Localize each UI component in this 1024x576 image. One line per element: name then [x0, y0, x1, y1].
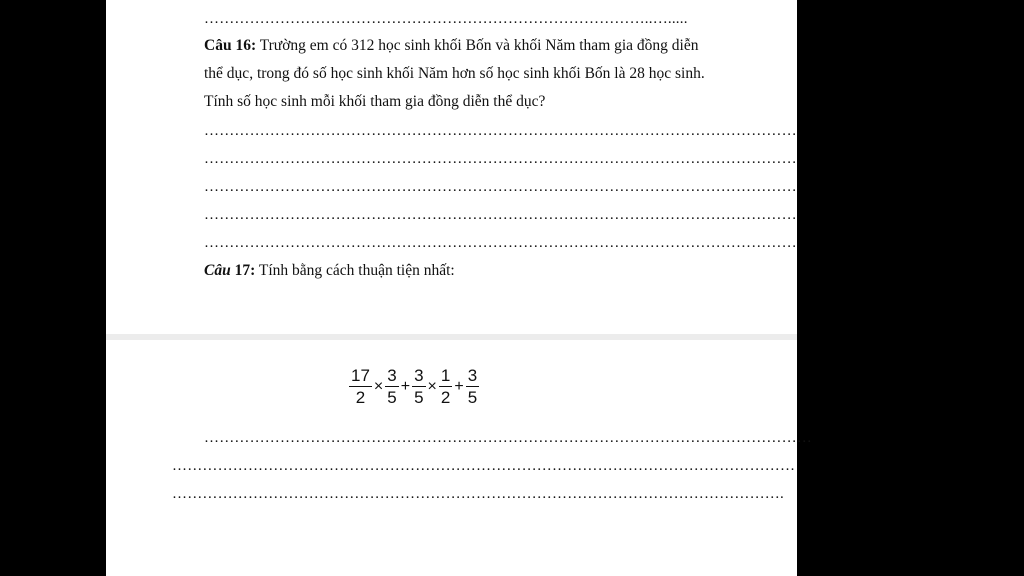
numerator: 17 — [351, 366, 370, 385]
answer-dot-line: ………………………………………………………………………………………………………… — [204, 430, 812, 446]
fraction — [412, 366, 425, 408]
plus-operator: + — [454, 378, 464, 395]
question-16-text-1: Trường em có 312 học sinh khối Bốn và khối Năm tham gia đồng diễn — [256, 37, 699, 54]
numerator: 1 — [440, 366, 451, 385]
question-17-line — [204, 261, 455, 281]
fraction — [439, 366, 452, 408]
denominator: 5 — [467, 388, 478, 407]
fraction — [349, 366, 372, 408]
answer-dot-line: …………………………………………………………………………………………………………… — [172, 458, 796, 474]
question-17-label-word: Câu — [204, 262, 231, 279]
page-break — [106, 334, 797, 340]
answer-dot-line: ……………………………………………………………………………………………………… — [204, 151, 797, 167]
fraction — [466, 366, 479, 408]
question-17-label-number: 17: — [230, 262, 256, 279]
numerator: 3 — [414, 366, 424, 385]
answer-dot-line: ……………………………………………………………………………………………………… — [204, 235, 797, 251]
fraction — [385, 366, 398, 408]
question-16-label: Câu 16: — [204, 37, 257, 54]
answer-dot-line: ……………………………………………………………………………..…..... — [204, 11, 688, 27]
numerator: 3 — [387, 366, 397, 385]
answer-dot-line: ……………………………………………………………………………………………………… — [204, 207, 797, 223]
question-16-line-3: Tính số học sinh mỗi khối tham gia đồng diễn thể dục? — [204, 93, 546, 110]
denominator: 5 — [387, 388, 397, 407]
denominator: 2 — [440, 388, 451, 407]
question-16-line-2: thể dục, trong đó số học sinh khối Năm hơn số học sinh khối Bốn là 28 học sinh. — [204, 65, 705, 82]
math-expression — [348, 366, 480, 408]
answer-dot-line: ……………………………………………………………………………………………………… — [204, 123, 797, 139]
plus-operator: + — [400, 378, 411, 395]
multiply-operator: × — [427, 378, 437, 395]
denominator: 2 — [355, 388, 366, 407]
multiply-operator: × — [373, 378, 384, 395]
answer-dot-line: …………………………………………………………………………………………………………. — [172, 486, 784, 502]
denominator: 5 — [414, 388, 424, 407]
question-17-text: Tính bằng cách thuận tiện nhất: — [255, 262, 455, 279]
document-page — [106, 0, 812, 576]
numerator: 3 — [467, 366, 478, 385]
question-16-line-1 — [204, 36, 699, 56]
answer-dot-line: ……………………………………………………………………………………………………… — [204, 179, 797, 195]
